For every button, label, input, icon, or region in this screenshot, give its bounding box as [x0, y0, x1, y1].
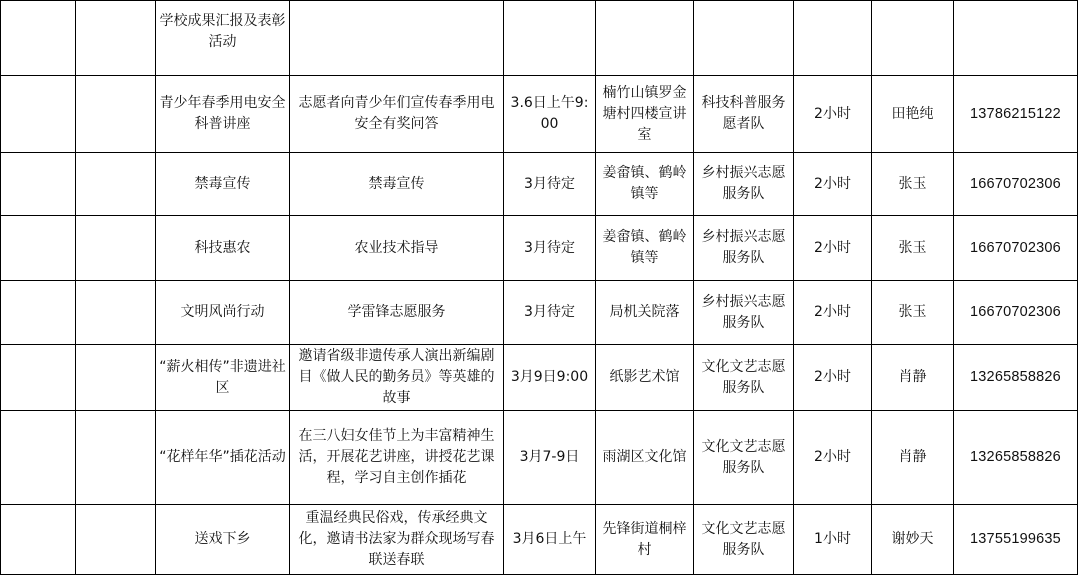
cell-phone: [954, 1, 1078, 76]
cell-team: 文化文艺志愿服务队: [694, 411, 794, 505]
cell-activity-content: [290, 1, 504, 76]
cell-time: 3.6日上午9:00: [504, 76, 596, 153]
cell-contact: 谢妙天: [872, 505, 954, 575]
cell-category: [76, 1, 156, 76]
cell-index: [1, 1, 76, 76]
cell-index: [1, 281, 76, 345]
cell-contact: 田艳纯: [872, 76, 954, 153]
cell-category: [76, 281, 156, 345]
table-row: [1, 1, 1078, 76]
cell-phone: 16670702306: [954, 281, 1078, 345]
cell-time: 3月待定: [504, 153, 596, 216]
cell-place: 姜畲镇、鹤岭镇等: [596, 216, 694, 281]
cell-phone: 13265858826: [954, 345, 1078, 411]
cell-duration: 2小时: [794, 345, 872, 411]
cell-phone: 16670702306: [954, 216, 1078, 281]
cell-time: 3月待定: [504, 216, 596, 281]
cell-contact: 张玉: [872, 281, 954, 345]
table-row: [1, 76, 1078, 153]
cell-activity-title: 学校成果汇报及表彰活动: [156, 1, 290, 76]
cell-index: [1, 76, 76, 153]
cell-duration: 2小时: [794, 281, 872, 345]
cell-category: [76, 411, 156, 505]
cell-team: 乡村振兴志愿服务队: [694, 216, 794, 281]
cell-place: 纸影艺术馆: [596, 345, 694, 411]
table-row: [1, 281, 1078, 345]
cell-place: 雨湖区文化馆: [596, 411, 694, 505]
cell-contact: 张玉: [872, 216, 954, 281]
table-row: [1, 216, 1078, 281]
cell-index: [1, 153, 76, 216]
cell-duration: 2小时: [794, 216, 872, 281]
cell-time: 3月9日9:00: [504, 345, 596, 411]
cell-category: [76, 345, 156, 411]
cell-activity-title: “薪火相传”非遗进社区: [156, 345, 290, 411]
cell-team: [694, 1, 794, 76]
cell-activity-content: 在三八妇女佳节上为丰富精神生活，开展花艺讲座，讲授花艺课程，学习自主创作插花: [290, 411, 504, 505]
cell-phone: 13755199635: [954, 505, 1078, 575]
cell-contact: 肖静: [872, 345, 954, 411]
cell-phone: 13786215122: [954, 76, 1078, 153]
cell-activity-title: “花样年华”插花活动: [156, 411, 290, 505]
table-row: [1, 153, 1078, 216]
cell-activity-title: 文明风尚行动: [156, 281, 290, 345]
cell-category: [76, 505, 156, 575]
cell-activity-content: 学雷锋志愿服务: [290, 281, 504, 345]
cell-time: 3月6日上午: [504, 505, 596, 575]
cell-index: [1, 345, 76, 411]
cell-activity-content: 邀请省级非遗传承人演出新编剧目《做人民的勤务员》等英雄的故事: [290, 345, 504, 411]
cell-team: 乡村振兴志愿服务队: [694, 153, 794, 216]
cell-index: [1, 505, 76, 575]
cell-contact: 张玉: [872, 153, 954, 216]
cell-time: [504, 1, 596, 76]
cell-category: [76, 153, 156, 216]
cell-phone: 16670702306: [954, 153, 1078, 216]
cell-duration: 2小时: [794, 411, 872, 505]
cell-duration: 2小时: [794, 76, 872, 153]
cell-activity-title: 科技惠农: [156, 216, 290, 281]
cell-team: 文化文艺志愿服务队: [694, 345, 794, 411]
cell-time: 3月7-9日: [504, 411, 596, 505]
cell-contact: [872, 1, 954, 76]
table-row: [1, 345, 1078, 411]
cell-index: [1, 411, 76, 505]
cell-contact: 肖静: [872, 411, 954, 505]
cell-place: [596, 1, 694, 76]
cell-activity-title: 青少年春季用电安全科普讲座: [156, 76, 290, 153]
cell-duration: 1小时: [794, 505, 872, 575]
cell-activity-content: 禁毒宣传: [290, 153, 504, 216]
cell-duration: 2小时: [794, 153, 872, 216]
cell-place: 先锋街道桐梓村: [596, 505, 694, 575]
cell-category: [76, 216, 156, 281]
cell-activity-content: 志愿者向青少年们宣传春季用电安全有奖问答: [290, 76, 504, 153]
cell-time: 3月待定: [504, 281, 596, 345]
cell-place: 姜畲镇、鹤岭镇等: [596, 153, 694, 216]
cell-place: 楠竹山镇罗金塘村四楼宣讲室: [596, 76, 694, 153]
cell-activity-title: 送戏下乡: [156, 505, 290, 575]
table-row: [1, 505, 1078, 575]
cell-team: 科技科普服务愿者队: [694, 76, 794, 153]
cell-place: 局机关院落: [596, 281, 694, 345]
cell-team: 乡村振兴志愿服务队: [694, 281, 794, 345]
cell-category: [76, 76, 156, 153]
cell-activity-content: 重温经典民俗戏，传承经典文化，邀请书法家为群众现场写春联送春联: [290, 505, 504, 575]
cell-index: [1, 216, 76, 281]
cell-duration: [794, 1, 872, 76]
table-row: [1, 411, 1078, 505]
cell-team: 文化文艺志愿服务队: [694, 505, 794, 575]
cell-phone: 13265858826: [954, 411, 1078, 505]
cell-activity-content: 农业技术指导: [290, 216, 504, 281]
cell-activity-title: 禁毒宣传: [156, 153, 290, 216]
